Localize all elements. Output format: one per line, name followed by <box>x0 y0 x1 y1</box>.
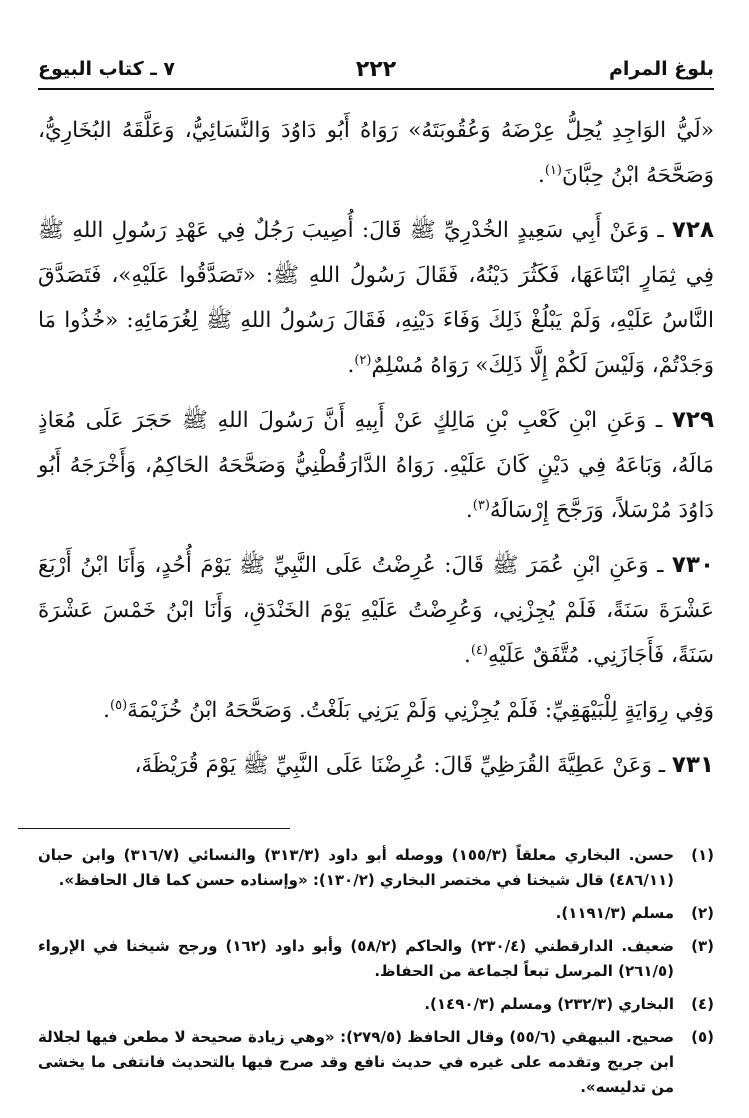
footnote <box>38 1025 714 1100</box>
footnote-text: ضعيف. الدارقطني (٢٣٠/٤) والحاكم (٥٨/٢) وأبو داود (١٦٢) ورجح شيخنا في الإرواء (٢٦١/٥) المرسل تبعاً لجماعة من الحفاظ. <box>38 937 675 980</box>
footnote-ref[interactable]: (٣) <box>472 497 490 513</box>
book-page <box>38 52 714 1096</box>
footnote-text: البخاري (٢٣٢/٣) ومسلم (١٤٩٠/٣). <box>424 995 674 1013</box>
book-title: بلوغ المرام <box>608 58 714 80</box>
hadith-text: ـ وَعَنِ ابْنِ كَعْبِ بْنِ مَالِكٍ عَنْ أَبِيهِ أَنَّ رَسُولَ اللهِ ﷺ حَجَرَ عَلَى مُعَاذٍ مَالَهُ، وَبَاعَهُ فِي دَيْنٍ كَانَ عَلَيْهِ. رَوَاهُ الدَّارَقُطْنِيُّ وَصَحَّحَهُ الحَاكِمُ، وَأَخْرَجَهُ أَبُو دَاوُدَ مُرْسَلاً، وَرَجَّحَ إِرْسَالَهُ <box>38 408 714 523</box>
hadith-number: ٧٢٩ <box>671 407 714 433</box>
hadith-tail: . <box>465 498 473 523</box>
footnote-number: (٤) <box>691 995 714 1013</box>
hadith-tail: . <box>463 643 471 668</box>
footnote-ref[interactable]: (١) <box>544 162 562 178</box>
hadith-paragraph <box>38 108 714 198</box>
footnote <box>38 901 714 926</box>
footnote-number: (١) <box>691 846 714 864</box>
hadith-number: ٧٣١ <box>671 752 714 778</box>
chapter-title: ٧ ـ كتاب البيوع <box>38 58 176 80</box>
hadith-text: ـ وَعَنِ ابْنِ عُمَرَ ﷺ قَالَ: عُرِضْتُ عَلَى النَّبِيِّ ﷺ يَوْمَ أُحُدٍ، وَأَنَا ابْنُ أَرْبَعَ عَشْرَةَ سَنَةً، فَلَمْ يُجِزْنِي، وَعُرِضْتُ عَلَيْهِ يَوْمَ الخَنْدَقِ، وَأَنَا ابْنُ خَمْسَ عَشْرَةَ سَنَةً، فَأَجَازَنِي. مُتَّفَقٌ عَلَيْهِ <box>38 553 714 668</box>
hadith-number: ٧٣٠ <box>671 552 714 578</box>
hadith-text: «لَيُّ الوَاجِدِ يُحِلُّ عِرْضَهُ وَعُقُوبَتَهُ» رَوَاهُ أَبُو دَاوُدَ وَالنَّسَائِيُّ، وَعَلَّقَهُ البُخَارِيُّ، وَصَحَّحَهُ ابْنُ حِبَّانَ <box>38 118 714 188</box>
footnote <box>38 992 714 1017</box>
hadith-tail: . <box>103 698 110 723</box>
hadith-text: ـ وَعَنْ أَبِي سَعِيدٍ الخُدْرِيِّ ﷺ قَالَ: أُصِيبَ رَجُلٌ فِي عَهْدِ رَسُولِ اللهِ ﷺ فِي ثِمَارٍ ابْتَاعَهَا، فَكَثُرَ دَيْنُهُ، فَقَالَ رَسُولُ اللهِ ﷺ: «تَصَدَّقُوا عَلَيْهِ»، فَتَصَدَّقَ النَّاسُ عَلَيْهِ، وَلَمْ يَبْلُغْ ذَلِكَ وَفَاءَ دَيْنِهِ، فَقَالَ رَسُولُ اللهِ ﷺ لِغُرَمَائِهِ: «خُذُوا مَا وَجَدْتُمْ، وَلَيْسَ لَكُمْ إِلَّا ذَلِكَ» رَوَاهُ مُسْلِمٌ <box>38 218 714 378</box>
hadith-paragraph <box>38 398 714 533</box>
footnote-number: (٢) <box>691 904 714 922</box>
main-text <box>38 108 714 788</box>
hadith-text: ـ وَعَنْ عَطِيَّةَ القُرَظِيِّ قَالَ: عُرِضْنَا عَلَى النَّبِيِّ ﷺ يَوْمَ قُرَيْظَةَ، <box>134 753 672 778</box>
header-rule <box>38 88 714 90</box>
footnote <box>38 843 714 893</box>
hadith-paragraph <box>38 543 714 678</box>
footnote-text: صحيح. البيهقي (٥٥/٦) وقال الحافظ (٢٧٩/٥): «وهي زيادة صحيحة لا مطعن فيها لجلالة ابن جريج وتقدمه على غيره في حديث نافع وقد صرح فيها بالتحديث فانتفى ما يخشى من تدليسه». <box>38 1028 674 1096</box>
footnote-text: حسن. البخاري معلقاً (١٥٥/٣) ووصله أبو داود (٣١٣/٣) والنسائي (٣١٦/٧) وابن حبان (٤٨٦/١١) قال شيخنا في مختصر البخاري (١٣٠/٢): «وإسناده حسن كما قال الحافظ». <box>38 846 675 889</box>
footnote-ref[interactable]: (٢) <box>354 352 372 368</box>
footnote-ref[interactable]: (٤) <box>470 642 488 658</box>
hadith-tail: . <box>347 353 355 378</box>
hadith-paragraph <box>38 208 714 388</box>
footnotes <box>38 843 714 1100</box>
hadith-tail: . <box>537 163 545 188</box>
footnote-divider <box>18 828 290 829</box>
footnote <box>38 934 714 984</box>
footnote-text: مسلم (١١٩١/٣). <box>555 904 674 922</box>
page-number: ٢٢٢ <box>355 56 397 82</box>
hadith-paragraph <box>38 688 714 733</box>
page-header <box>38 52 714 86</box>
footnote-ref[interactable]: (٥) <box>110 697 128 713</box>
footnote-number: (٥) <box>691 1028 714 1046</box>
hadith-text: وَفِي رِوَايَةٍ لِلْبَيْهَقِيِّ: فَلَمْ يُجِزْنِي وَلَمْ يَرَنِي بَلَغْتُ. وَصَحَّحَهُ ابْنُ خُزَيْمَةَ <box>127 698 714 723</box>
hadith-paragraph <box>38 743 714 788</box>
hadith-number: ٧٢٨ <box>671 217 714 243</box>
footnote-number: (٣) <box>691 937 714 955</box>
